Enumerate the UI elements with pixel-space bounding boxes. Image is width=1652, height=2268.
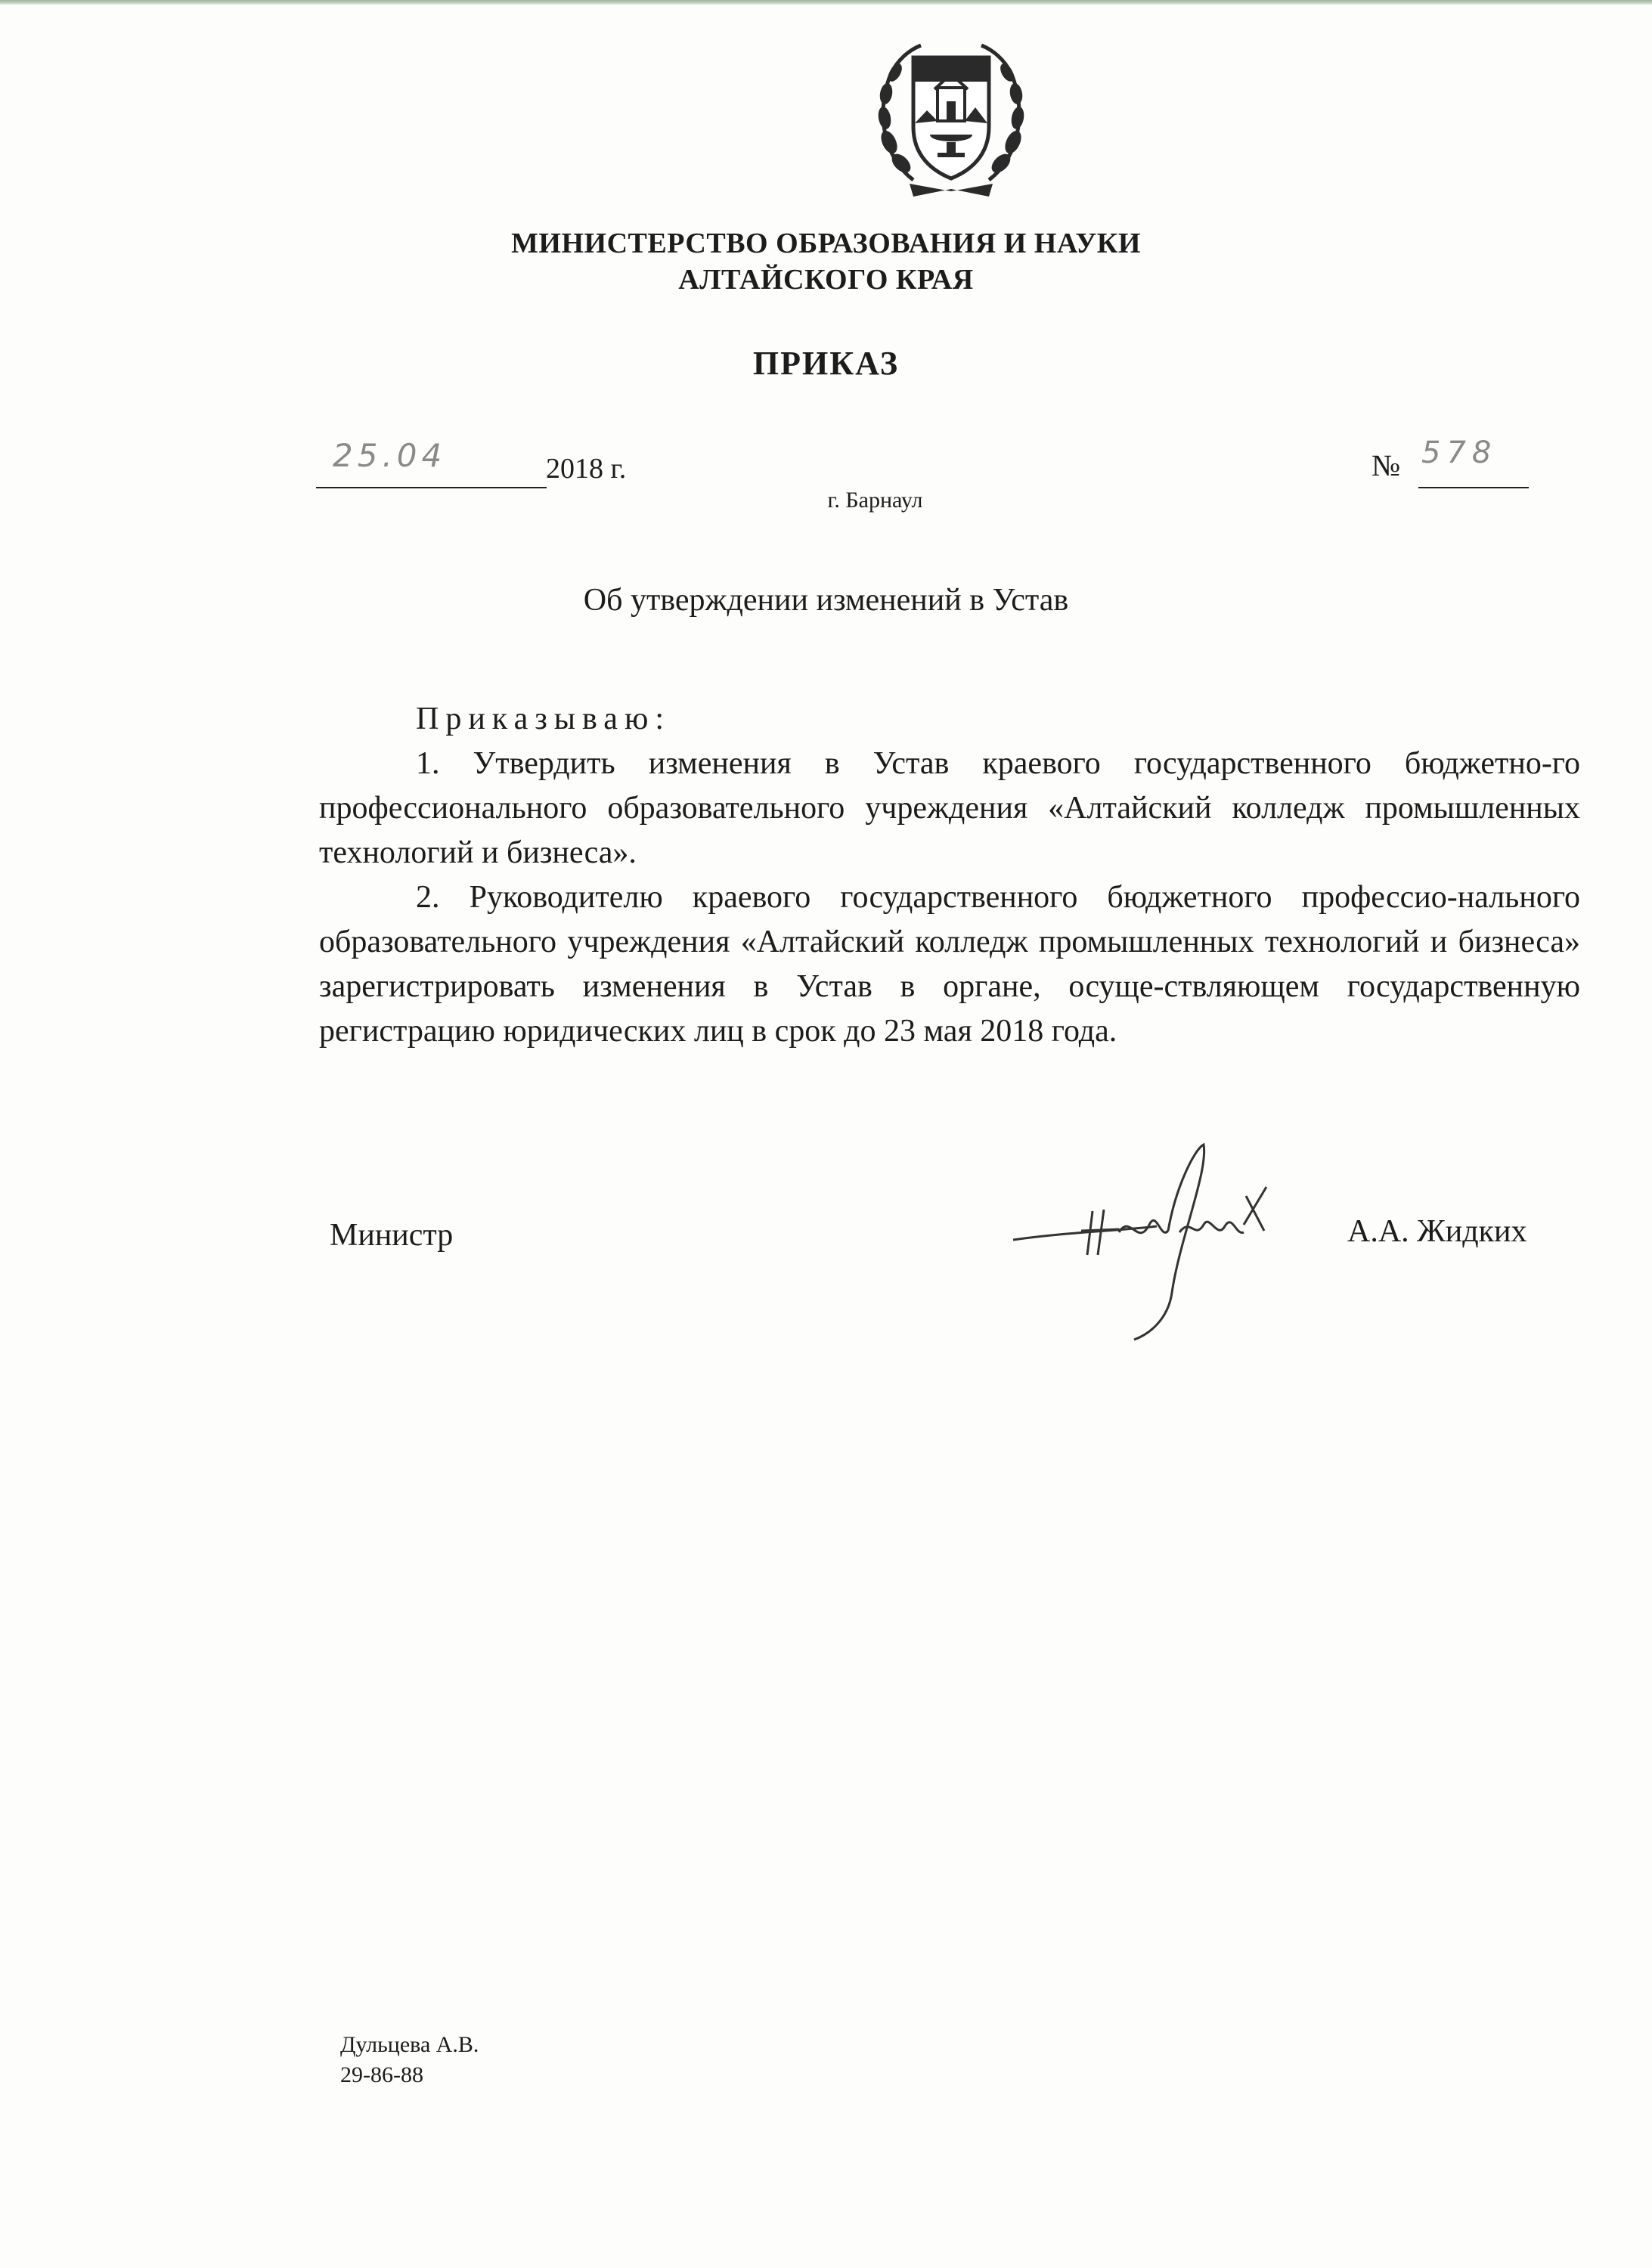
signatory-title: Министр (330, 1218, 454, 1253)
handwritten-date: 25.04 (333, 437, 447, 474)
order-directive: Приказываю: (416, 702, 671, 736)
coat-of-arms-emblem (868, 29, 1034, 203)
scan-edge (0, 0, 1652, 5)
order-paragraph-2: 2. Руководителю краевого государственного бюджетного профессио-нального образовательного учреждения «Алтайский колледж промышленных технологий и бизнеса» зарегистрировать изменения в Устав в органе, осуще-ствляющем государственную регистрацию юридических лиц в срок до 23 мая 2018 года. (319, 880, 1580, 1049)
executor-name: Дульцева А.В. (340, 2032, 479, 2057)
number-sign: № (1372, 448, 1401, 482)
city-label: г. Барнаул (827, 488, 923, 513)
ministry-name-line2: АЛТАЙСКОГО КРАЯ (678, 264, 974, 296)
order-subject: Об утверждении изменений в Устав (583, 583, 1069, 618)
order-paragraph-1: 1. Утвердить изменения в Устав краевого государственного бюджетно-го профессионального образовательного учреждения «Алтайский колледж промышленных технологий и бизнеса». (319, 746, 1580, 870)
handwritten-order-number: 578 (1421, 435, 1498, 470)
handwritten-signature (1006, 1142, 1323, 1346)
ministry-name-line1: МИНИСТЕРСТВО ОБРАЗОВАНИЯ И НАУКИ (511, 228, 1141, 259)
executor-block (340, 2030, 479, 2090)
document-type-title: ПРИКАЗ (752, 345, 900, 382)
executor-phone: 29-86-88 (340, 2062, 423, 2087)
signatory-name: А.А. Жидких (1347, 1214, 1527, 1249)
date-year: 2018 г. (546, 453, 627, 485)
order-body (319, 697, 1580, 1054)
